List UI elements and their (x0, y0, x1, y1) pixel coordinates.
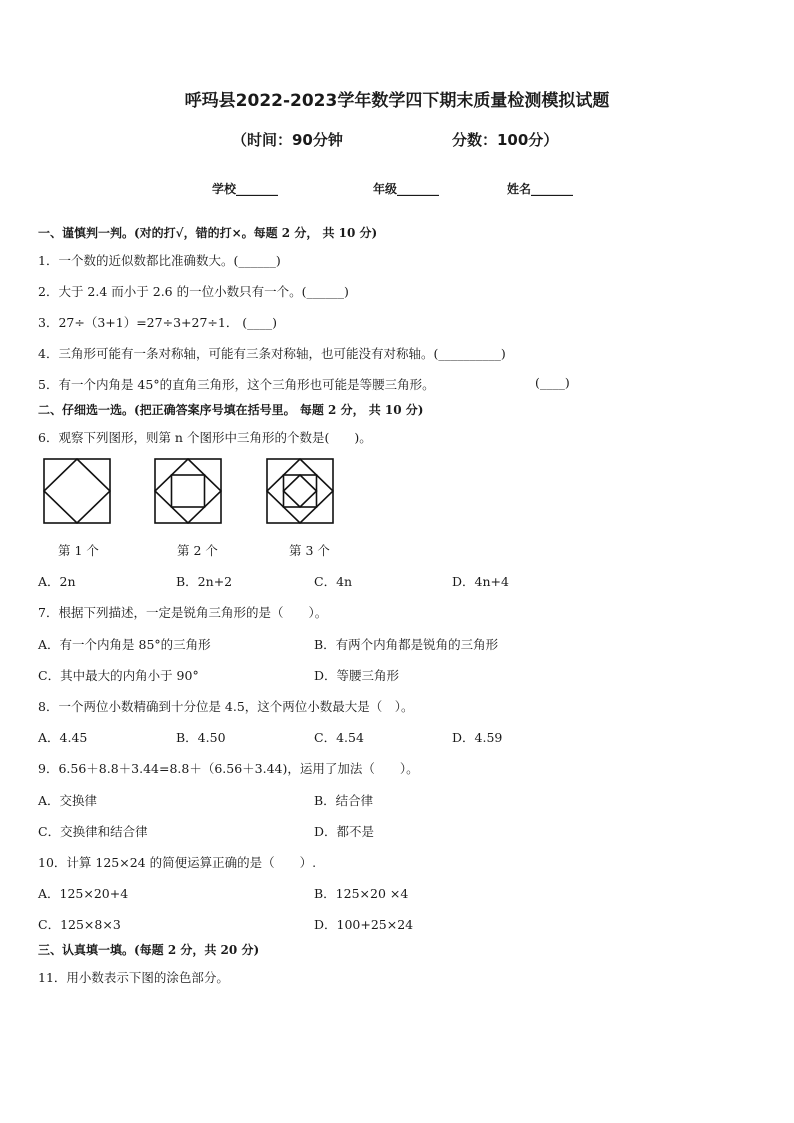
question-2: 2．大于 2.4 而小于 2.6 的一位小数只有一个。(______) (38, 284, 349, 299)
q10-option-b: B．125×20 ×4 (314, 886, 409, 901)
q7-option-a: A．有一个内角是 85°的三角形 (38, 637, 211, 652)
question-10: 10．计算 125×24 的简便运算正确的是（ ）. (38, 855, 317, 870)
grade-field: 年级_______ (373, 182, 440, 196)
figure-3 (266, 458, 334, 524)
question-4: 4．三角形可能有一条对称轴，可能有三条对称轴，也可能没有对称轴。(__________) (38, 346, 506, 361)
figure-2-label: 第 2 个 (177, 543, 218, 558)
q8-option-c: C．4.54 (314, 730, 364, 745)
q9-option-b: B．结合律 (314, 793, 374, 808)
q8-option-a: A．4.45 (38, 730, 88, 745)
question-1: 1．一个数的近似数都比准确数大。(______) (38, 253, 281, 268)
q9-option-a: A．交换律 (38, 793, 98, 808)
q6-option-b: B．2n+2 (176, 574, 233, 589)
question-8: 8．一个两位小数精确到十分位是 4.5，这个两位小数最大是（ ）。 (38, 699, 414, 714)
q10-option-c: C．125×8×3 (38, 917, 121, 932)
q6-option-d: D．4n+4 (452, 574, 509, 589)
question-6: 6．观察下列图形，则第 n 个图形中三角形的个数是( )。 (38, 430, 372, 445)
question-3: 3．27÷（3+1）=27÷3+27÷1． (____) (38, 315, 278, 330)
q10-option-d: D．100+25×24 (314, 917, 414, 932)
exam-time: （时间：90分钟 (232, 131, 343, 149)
question-11: 11．用小数表示下图的涂色部分。 (38, 970, 229, 985)
q8-option-b: B．4.50 (176, 730, 226, 745)
figure-1-label: 第 1 个 (58, 543, 99, 558)
q9-option-d: D．都不是 (314, 824, 375, 839)
q6-option-c: C．4n (314, 574, 353, 589)
q7-option-b: B．有两个内角都是锐角的三角形 (314, 637, 499, 652)
figure-3-label: 第 3 个 (289, 543, 330, 558)
figure-2 (154, 458, 222, 524)
name-field: 姓名_______ (507, 182, 574, 196)
exam-title: 呼玛县2022-2023学年数学四下期末质量检测模拟试题 (184, 91, 610, 111)
figure-1 (43, 458, 111, 524)
question-5-blank: (____) (535, 375, 570, 390)
school-field: 学校_______ (212, 182, 279, 196)
section-3-heading: 三、认真填一填。(每题 2 分，共 20 分) (38, 943, 260, 957)
section-2-heading: 二、仔细选一选。(把正确答案序号填在括号里。 每题 2 分， 共 10 分) (38, 403, 424, 417)
question-5: 5．有一个内角是 45°的直角三角形，这个三角形也可能是等腰三角形。 (38, 377, 435, 392)
question-9: 9．6.56＋8.8＋3.44=8.8＋（6.56＋3.44)，运用了加法（ ）。 (38, 761, 419, 776)
q10-option-a: A．125×20+4 (38, 886, 129, 901)
q6-option-a: A．2n (38, 574, 76, 589)
question-7: 7．根据下列描述，一定是锐角三角形的是（ ）。 (38, 605, 328, 620)
q9-option-c: C．交换律和结合律 (38, 824, 148, 839)
q7-option-d: D．等腰三角形 (314, 668, 400, 683)
section-1-heading: 一、谨慎判一判。(对的打√，错的打×。每题 2 分， 共 10 分) (38, 226, 378, 240)
exam-score: 分数：100分） (452, 131, 559, 149)
q7-option-c: C．其中最大的内角小于 90° (38, 668, 199, 683)
q8-option-d: D．4.59 (452, 730, 503, 745)
